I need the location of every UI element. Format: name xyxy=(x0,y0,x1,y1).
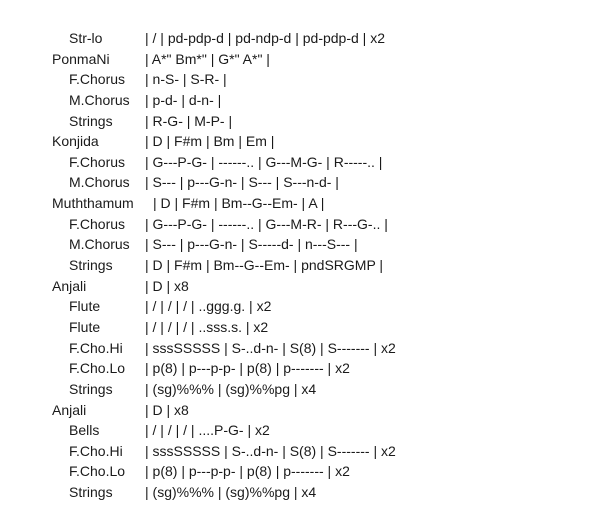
part-label: F.Cho.Lo xyxy=(69,463,126,480)
part-row xyxy=(0,441,600,462)
notation-line: | D | x8 xyxy=(145,401,189,418)
section-label: Muththamum xyxy=(52,195,134,212)
notation-line: | S--- | p---G-n- | S-----d- | n---S--- | xyxy=(145,236,358,253)
section-row xyxy=(0,49,600,70)
section-row xyxy=(0,400,600,421)
part-row xyxy=(0,214,600,235)
part-row xyxy=(0,152,600,173)
part-row xyxy=(0,28,600,49)
notation-line: | n-S- | S-R- | xyxy=(145,71,227,88)
part-label: Strings xyxy=(69,380,113,397)
part-row xyxy=(0,338,600,359)
part-row xyxy=(0,172,600,193)
part-label: Flute xyxy=(69,318,101,335)
part-row xyxy=(0,379,600,400)
part-label: Str-lo xyxy=(69,30,103,46)
section-label: Konjida xyxy=(52,133,99,150)
part-label: F.Chorus xyxy=(69,153,126,170)
part-row xyxy=(0,234,600,255)
notation-line: | R-G- | M-P- | xyxy=(145,112,233,129)
part-label: F.Chorus xyxy=(69,215,126,232)
part-row xyxy=(0,482,600,503)
notation-line: | A*" Bm*" | G*" A*" | xyxy=(145,50,270,67)
section-label: Anjali xyxy=(52,401,87,418)
part-row xyxy=(0,255,600,276)
notation-line: | D | F#m | Bm--G--Em- | pndSRGMP | xyxy=(145,257,384,274)
part-row xyxy=(0,296,600,317)
section-row xyxy=(0,131,600,152)
part-label: Strings xyxy=(69,112,113,129)
notation-line: | / | pd-pdp-d | pd-ndp-d | pd-pdp-d | x2 xyxy=(145,30,385,46)
part-label: M.Chorus xyxy=(69,236,130,253)
notation-line: | sssSSSSS | S-..d-n- | S(8) | S------- | x2 xyxy=(145,442,396,459)
part-row xyxy=(0,69,600,90)
notation-sheet xyxy=(0,28,600,503)
part-label: Strings xyxy=(69,484,113,501)
notation-line: | / | / | / | ....P-G- | x2 xyxy=(145,422,270,439)
notation-line: | sssSSSSS | S-..d-n- | S(8) | S------- | x2 xyxy=(145,339,396,356)
part-row xyxy=(0,111,600,132)
part-label: F.Cho.Hi xyxy=(69,339,123,356)
notation-line: | (sg)%%% | (sg)%%pg | x4 xyxy=(145,380,317,397)
part-label: F.Chorus xyxy=(69,71,126,88)
notation-line: | D | x8 xyxy=(145,277,189,294)
part-row xyxy=(0,90,600,111)
section-row xyxy=(0,193,600,214)
part-label: Flute xyxy=(69,298,101,315)
notation-line: | G---P-G- | ------.. | G---M-R- | R---G-.. | xyxy=(145,215,388,232)
section-label: PonmaNi xyxy=(52,50,110,67)
notation-line: | p(8) | p---p-p- | p(8) | p------- | x2 xyxy=(145,463,350,480)
part-label: F.Cho.Lo xyxy=(69,360,126,377)
notation-line: | (sg)%%% | (sg)%%pg | x4 xyxy=(145,484,317,501)
notation-line: | G---P-G- | ------.. | G---M-G- | R-----.. | xyxy=(145,153,383,170)
section-row xyxy=(0,276,600,297)
notation-line: | / | / | / | ..ggg.g. | x2 xyxy=(145,298,272,315)
part-row xyxy=(0,358,600,379)
notation-line: | D | F#m | Bm--G--Em- | A | xyxy=(153,195,325,212)
part-label: F.Cho.Hi xyxy=(69,442,123,459)
notation-line: | / | / | / | ..sss.s. | x2 xyxy=(145,318,269,335)
part-label: M.Chorus xyxy=(69,174,130,191)
notation-line: | p-d- | d-n- | xyxy=(145,91,222,108)
part-row xyxy=(0,420,600,441)
section-label: Anjali xyxy=(52,277,87,294)
notation-line: | S--- | p---G-n- | S--- | S---n-d- | xyxy=(145,174,339,191)
part-row xyxy=(0,461,600,482)
notation-line: | p(8) | p---p-p- | p(8) | p------- | x2 xyxy=(145,360,350,377)
part-label: Strings xyxy=(69,257,113,274)
part-row xyxy=(0,317,600,338)
part-label: M.Chorus xyxy=(69,91,130,108)
part-label: Bells xyxy=(69,422,100,439)
notation-line: | D | F#m | Bm | Em | xyxy=(145,133,275,150)
